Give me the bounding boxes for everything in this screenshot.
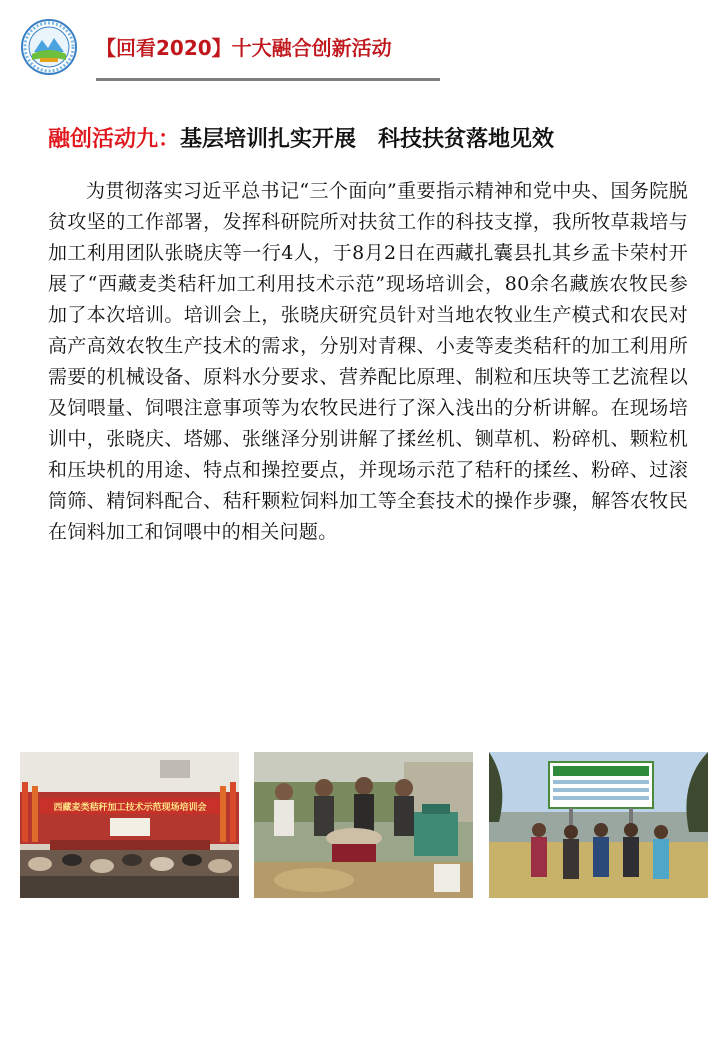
page-header [20, 18, 420, 80]
article-body: 为贯彻落实习近平总书记“三个面向”重要指示精神和党中央、国务院脱贫攻坚的工作部署，发挥科研院所对扶贫工作的科技支撑，我所牧草栽培与加工利用团队张晓庆等一行4人，于8月2日在西藏扎囊县扎其乡孟卡荣村开展了“西藏麦类秸秆加工利用技术示范”现场培训会，80余名藏族农牧民参加了本次培训。培训会上，张晓庆研究员针对当地农牧业生产模式和农民对高产高效农牧生产技术的需求，分别对青稞、小麦等麦类秸秆的加工利用所需要的机械设备、原料水分要求、营养配比原理、制粒和压块等工艺流程以及饲喂量、饲喂注意事项等为农牧民进行了深入浅出的分析讲解。在现场培训中，张晓庆、塔娜、张继泽分别讲解了揉丝机、铡草机、粉碎机、颗粒机和压块机的用途、特点和操控要点，并现场示范了秸秆的揉丝、粉碎、过滚筒筛、精饲料配合、秸秆颗粒饲料加工等全套技术的操作步骤，解答农牧民在饲料加工和饲喂中的相关问题。 [48, 180, 688, 543]
training-banner-text: 西藏麦类秸秆加工技术示范现场培训会 [53, 803, 207, 813]
header-divider [96, 78, 440, 81]
article-title-prefix: 融创活动九： [48, 127, 181, 152]
photo-machine-demo [254, 752, 473, 898]
header-title: 【回看2020】十大融合创新活动 [96, 36, 392, 60]
photo-training-meeting [20, 752, 239, 898]
photo-field-group [489, 752, 708, 898]
institute-seal-logo [20, 18, 78, 76]
photo-strip [0, 752, 720, 898]
article-title-main: 基层培训扎实开展 科技扶贫落地见效 [180, 127, 555, 152]
article-title [48, 122, 554, 153]
